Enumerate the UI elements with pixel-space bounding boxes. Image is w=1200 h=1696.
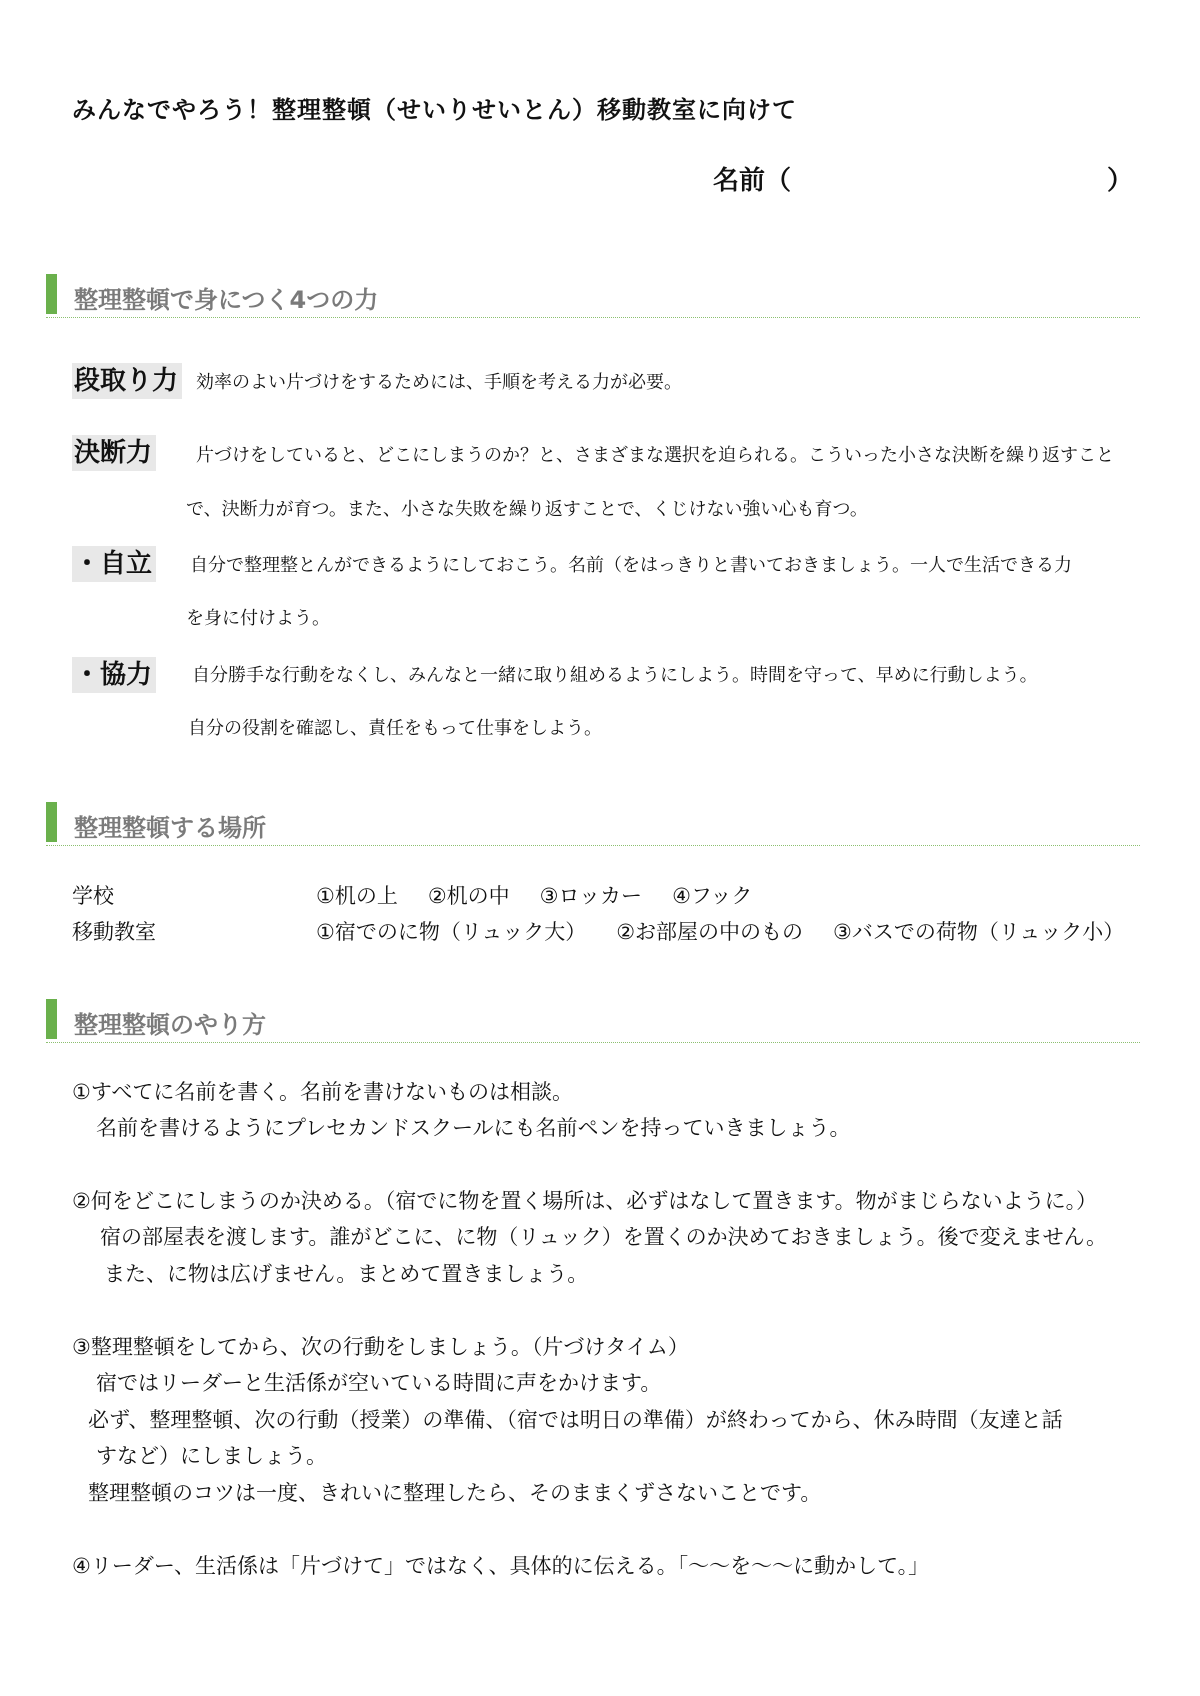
step-3-line-2: 宿ではリーダーと生活係が空いている時間に声をかけます。 — [96, 1371, 662, 1395]
place-label-trip: 移動教室 — [72, 920, 156, 944]
skill-text-jiritsu-1: 自分で整理整とんができるようにしておこう。名前（をはっきりと書いておきましょう。一人で生活できる力 — [190, 555, 1072, 576]
list-item: ②机の中 — [427, 884, 510, 908]
section-title: 整理整頓で身につく4つの力 — [74, 286, 379, 314]
skill-tag-dandori: 段取り力 — [72, 363, 182, 399]
step-1-line-1: ①すべてに名前を書く。名前を書けないものは相談。 — [72, 1080, 573, 1104]
section-divider — [46, 317, 1140, 318]
section-title: 整理整頓する場所 — [74, 814, 266, 842]
list-item: ③バスでの荷物（リュック小） — [833, 920, 1125, 944]
step-4-line-1: ④リーダー、生活係は「片づけて」ではなく、具体的に伝える。「～～を～～に動かして。」 — [72, 1554, 930, 1578]
section-heading-places — [46, 798, 1140, 846]
skill-text-ketsudan-2: で、決断力が育つ。また、小さな失敗を繰り返すことで、くじけない強い心も育つ。 — [186, 499, 868, 520]
name-field — [713, 160, 1133, 197]
skill-text-jiritsu-2: を身に付けよう。 — [186, 608, 330, 629]
list-item: ④フック — [672, 884, 753, 908]
skill-text-dandori: 効率のよい片づけをするためには、手順を考える力が必要。 — [196, 372, 682, 393]
step-3-line-1: ③整理整頓をしてから、次の行動をしましょう。（片づけタイム） — [72, 1335, 689, 1359]
section-divider — [46, 1042, 1140, 1043]
skill-text-ketsudan-1: 片づけをしていると、どこにしまうのか？と、さまざまな選択を迫られる。こういった小さな決断を繰り返すこと — [196, 445, 1114, 466]
skill-text-kyoryoku-1: 自分勝手な行動をなくし、みんなと一緒に取り組めるようにしよう。時間を守って、早めに行動しよう。 — [192, 665, 1038, 686]
name-label: 名前（ — [713, 166, 792, 196]
skill-text-kyoryoku-2: 自分の役割を確認し、責任をもって仕事をしよう。 — [188, 718, 602, 739]
section-title: 整理整頓のやり方 — [74, 1011, 266, 1039]
skill-tag-kyoryoku: ・協力 — [72, 657, 156, 693]
step-2-line-1: ②何をどこにしまうのか決める。（宿でに物を置く場所は、必ずはなして置きます。物がまじらないように。） — [72, 1189, 1098, 1213]
section-divider — [46, 845, 1140, 846]
section-heading-skills — [46, 270, 1140, 318]
step-2-line-2: 宿の部屋表を渡します。誰がどこに、に物（リュック）を置くのか決めておきましょう。後で変えません。 — [100, 1225, 1107, 1249]
section-heading-method — [46, 995, 1140, 1043]
step-3-line-5: 整理整頓のコツは一度、きれいに整理したら、そのままくずさないことです。 — [88, 1481, 822, 1505]
step-2-line-3: また、に物は広げません。まとめて置きましょう。 — [104, 1262, 589, 1286]
place-label-school: 学校 — [72, 884, 114, 908]
skill-tag-ketsudan: 決断力 — [72, 435, 156, 471]
name-close-paren: ） — [1106, 166, 1133, 196]
skill-tag-jiritsu: ・自立 — [72, 546, 156, 582]
list-item: ③ロッカー — [539, 884, 643, 908]
page-title: みんなでやろう！整理整頓（せいりせいとん）移動教室に向けて — [72, 96, 797, 124]
list-item: ②お部屋の中のもの — [616, 920, 804, 944]
place-items-trip — [316, 916, 1124, 946]
step-3-line-3: 必ず、整理整頓、次の行動（授業）の準備、（宿では明日の準備）が終わってから、休み時間（友達と話 — [88, 1408, 1063, 1432]
list-item: ①宿でのに物（リュック大） — [316, 920, 587, 944]
step-3-line-4: すなど）にしましょう。 — [96, 1444, 327, 1468]
section-accent-bar — [46, 999, 57, 1039]
list-item: ①机の上 — [316, 884, 398, 908]
section-accent-bar — [46, 274, 57, 314]
section-accent-bar — [46, 802, 57, 842]
step-1-line-2: 名前を書けるようにプレセカンドスクールにも名前ペンを持っていきましょう。 — [96, 1116, 851, 1140]
place-items-school — [316, 880, 752, 910]
